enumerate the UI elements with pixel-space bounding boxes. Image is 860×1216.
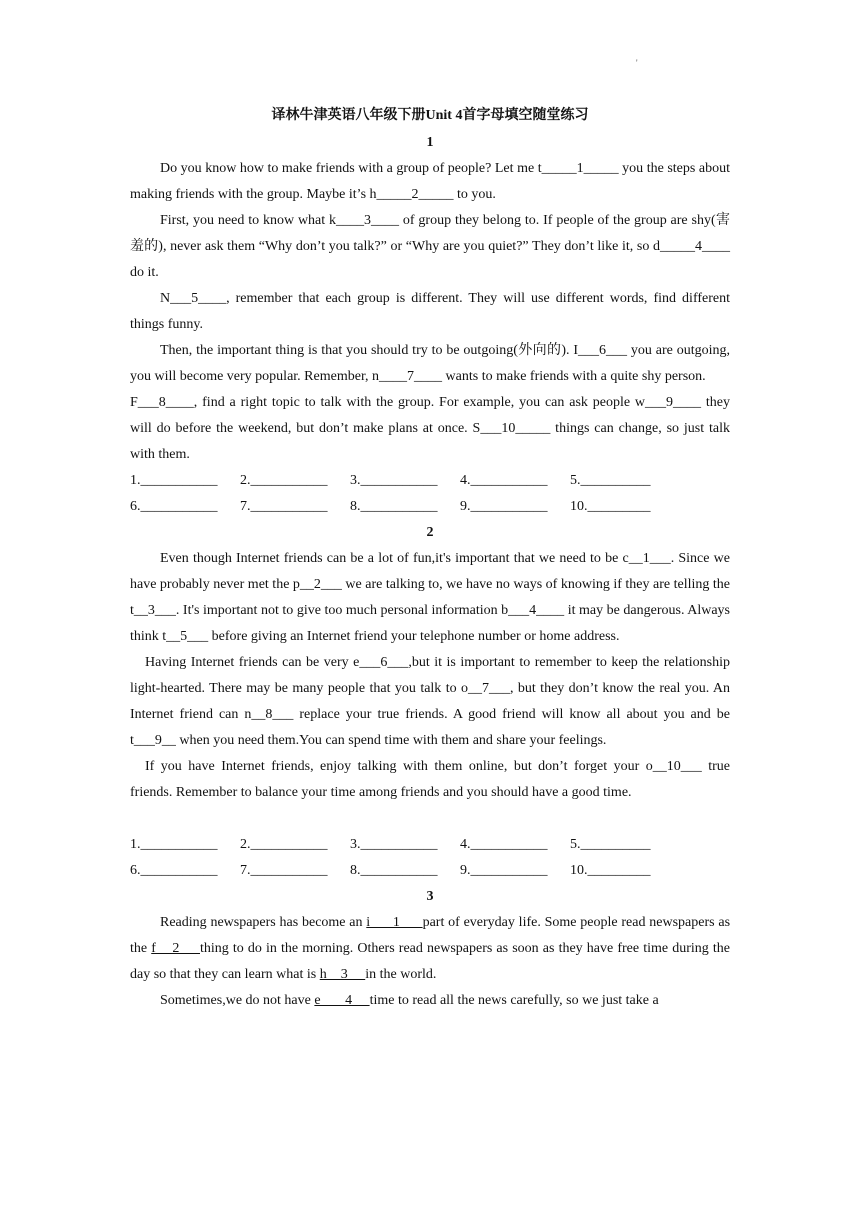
answer-blank[interactable]: 10._________ (570, 499, 651, 514)
section-number-3: 3 (426, 889, 434, 904)
passage1-paragraph-3: N___5____, remember that each group is different. They will use different words, find different things funny. (130, 291, 730, 332)
blank-2[interactable]: f 2 (151, 941, 200, 956)
passage1-paragraph-2: First, you need to know what k____3____ of group they belong to. If people of the group are shy(害羞的), never ask them “Why don’t you talk?” or “Why are you quiet?” They don’t like it, so d_____4____ do it. (130, 213, 730, 280)
spacer (130, 806, 730, 832)
passage1-paragraph-4: Then, the important thing is that you should try to be outgoing(外向的). I___6___ you are outgoing, you will become very popular. Remember, n____7____ wants to make friends with a quite shy person. (130, 343, 730, 384)
text-run: Sometimes,we do not have (160, 993, 315, 1008)
answer-blank[interactable]: 7.___________ (240, 863, 328, 878)
text-run: part of everyday life. Some people read newspapers as the (130, 915, 731, 956)
answer-blank[interactable]: 6.___________ (130, 499, 218, 514)
answer-blank[interactable]: 9.___________ (460, 863, 548, 878)
passage3-paragraph-2 (130, 988, 730, 1014)
corner-mark: ' (636, 58, 638, 68)
answer-blank[interactable]: 8.___________ (350, 863, 438, 878)
answer-blank[interactable]: 6.___________ (130, 863, 218, 878)
answer-blank[interactable]: 9.___________ (460, 499, 548, 514)
blank-1[interactable]: i 1 (366, 915, 423, 930)
passage2-paragraph-3: If you have Internet friends, enjoy talking with them online, but don’t forget your o__10___ true friends. Remember to balance your time among friends and you should have a good time. (130, 759, 730, 800)
passage1-paragraph-5: F___8____, find a right topic to talk with the group. For example, you can ask people w___9____ they will do before the weekend, but don’t make plans at once. S___10_____ things can change, so just talk with them. (130, 395, 730, 462)
answer-row (130, 468, 730, 494)
answer-blank[interactable]: 4.___________ (460, 837, 548, 852)
section-number-2: 2 (426, 525, 434, 540)
text-run: Reading newspapers has become an (160, 915, 367, 930)
blank-3[interactable]: h 3 (319, 967, 366, 982)
answer-blank[interactable]: 5.__________ (570, 837, 651, 852)
passage2-paragraph-2: Having Internet friends can be very e___6___,but it is important to remember to keep the relationship light-hearted. There may be many people that you talk to o__7___, but they don’t know the real you. An Internet friend can n__8___ replace your true friends. A good friend will know all about you and be t___9__ when you need them.You can spend time with them and share your feelings. (130, 655, 730, 748)
answer-blank[interactable]: 1.___________ (130, 473, 218, 488)
answer-blank[interactable]: 1.___________ (130, 837, 218, 852)
text-run: time to read all the news carefully, so we just take a (369, 993, 659, 1008)
worksheet (130, 103, 730, 1014)
answer-blank[interactable]: 3.___________ (350, 473, 438, 488)
passage2-paragraph-1: Even though Internet friends can be a lot of fun,it's important that we need to be c__1___. Since we have probably never met the p__2___ we are talking to, we have no ways of knowing if they are telling the t__3___. It's important not to give too much personal information b___4____ it may be dangerous. Always think t__5___ before giving an Internet friend your telephone number or home address. (130, 551, 730, 644)
passage3-paragraph-1 (130, 910, 730, 988)
blank-4[interactable]: e 4 (314, 993, 370, 1008)
page-title: 译林牛津英语八年级下册Unit 4首字母填空随堂练习 (271, 108, 589, 123)
answer-blank[interactable]: 4.___________ (460, 473, 548, 488)
answer-blank[interactable]: 2.___________ (240, 473, 328, 488)
answer-row (130, 832, 730, 858)
answer-blank[interactable]: 2.___________ (240, 837, 328, 852)
answer-blank[interactable]: 8.___________ (350, 499, 438, 514)
answer-blank[interactable]: 5.__________ (570, 473, 651, 488)
answer-blank[interactable]: 7.___________ (240, 499, 328, 514)
text-run: in the world. (365, 967, 437, 982)
answer-blank[interactable]: 3.___________ (350, 837, 438, 852)
passage1-paragraph-1: Do you know how to make friends with a group of people? Let me t_____1_____ you the steps about making friends with the group. Maybe it’s h_____2_____ to you. (130, 161, 730, 202)
answer-blank[interactable]: 10._________ (570, 863, 651, 878)
answer-row (130, 858, 730, 884)
text-run: thing to do in the morning. Others read newspapers as soon as they have free time during the day so that they can learn what is (130, 941, 730, 982)
answer-row (130, 494, 730, 520)
section-number-1: 1 (426, 135, 434, 150)
